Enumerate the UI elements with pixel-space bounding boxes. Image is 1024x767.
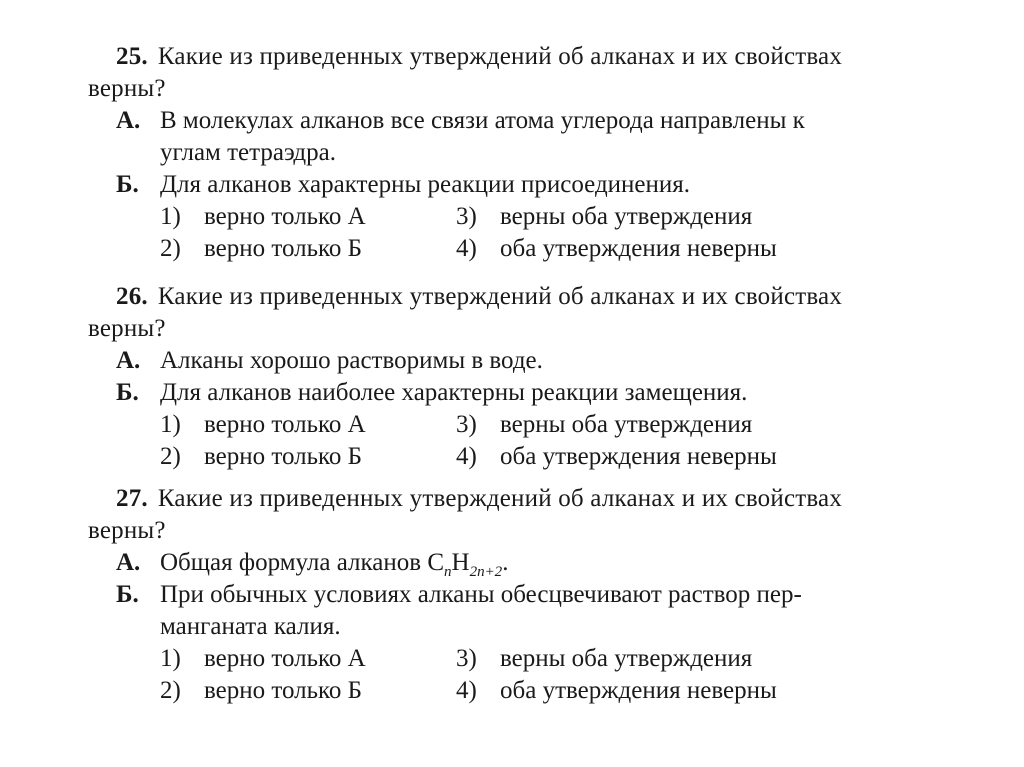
answer-option-2: 2) верно только Б xyxy=(160,677,363,704)
question-number: 25. xyxy=(116,43,148,70)
question-prompt-line2: верны? xyxy=(88,517,166,544)
statement-a-letter: А. xyxy=(116,549,141,576)
statement-b-text-line1: Для алканов наиболее характерны реакции замещения. xyxy=(160,379,748,406)
answer-option-2: 2) верно только Б xyxy=(160,443,363,470)
formula-subscript-2n2: 2n+2 xyxy=(469,564,503,580)
question-prompt-line1: 26. Какие из приведенных утверждений об алканах и их свойствах xyxy=(116,283,843,310)
answer-option-4: 4) оба утверждения неверны xyxy=(456,443,777,470)
statement-b-letter: Б. xyxy=(116,171,139,198)
answer-option-4: 4) оба утверждения неверны xyxy=(456,235,777,262)
statement-a-text-line1: В молекулах алканов все связи атома углерода направлены к xyxy=(160,107,805,134)
question-number: 26. xyxy=(116,283,148,310)
question-prompt-line2: верны? xyxy=(88,75,166,102)
statement-a-text-line1: Алканы хорошо растворимы в воде. xyxy=(160,347,543,374)
answer-option-2: 2) верно только Б xyxy=(160,235,363,262)
answer-option-3: 3) верны оба утверждения xyxy=(456,411,753,438)
answer-option-1: 1) верно только А xyxy=(160,411,366,438)
statement-b-letter: Б. xyxy=(116,379,139,406)
answer-option-3: 3) верны оба утверждения xyxy=(456,203,753,230)
question-prompt-line1: 25. Какие из приведенных утверждений об алканах и их свойствах xyxy=(116,43,843,70)
statement-b-letter: Б. xyxy=(116,581,139,608)
answer-option-3: 3) верны оба утверждения xyxy=(456,645,753,672)
statement-b-text-line1: При обычных условиях алканы обесцвечивают раствор пер- xyxy=(160,581,802,608)
statement-a-letter: А. xyxy=(116,107,141,134)
statement-a-formula-text: Общая формула алканов $C_nH_{2n+2}$. xyxy=(160,549,509,580)
answer-option-1: 1) верно только А xyxy=(160,645,366,672)
statement-a-text-line2: углам тетраэдра. xyxy=(160,139,336,166)
statement-a-letter: А. xyxy=(116,347,141,374)
question-prompt-line2: верны? xyxy=(88,315,166,342)
statement-b-text-line2: манганата калия. xyxy=(160,613,341,640)
formula-subscript-n: n xyxy=(444,564,452,580)
answer-option-1: 1) верно только А xyxy=(160,203,366,230)
statement-b-text-line1: Для алканов характерны реакции присоединения. xyxy=(160,171,691,198)
question-number: 27. xyxy=(116,485,148,512)
question-prompt-line1: 27. Какие из приведенных утверждений об алканах и их свойствах xyxy=(116,485,843,512)
answer-option-4: 4) оба утверждения неверны xyxy=(456,677,777,704)
